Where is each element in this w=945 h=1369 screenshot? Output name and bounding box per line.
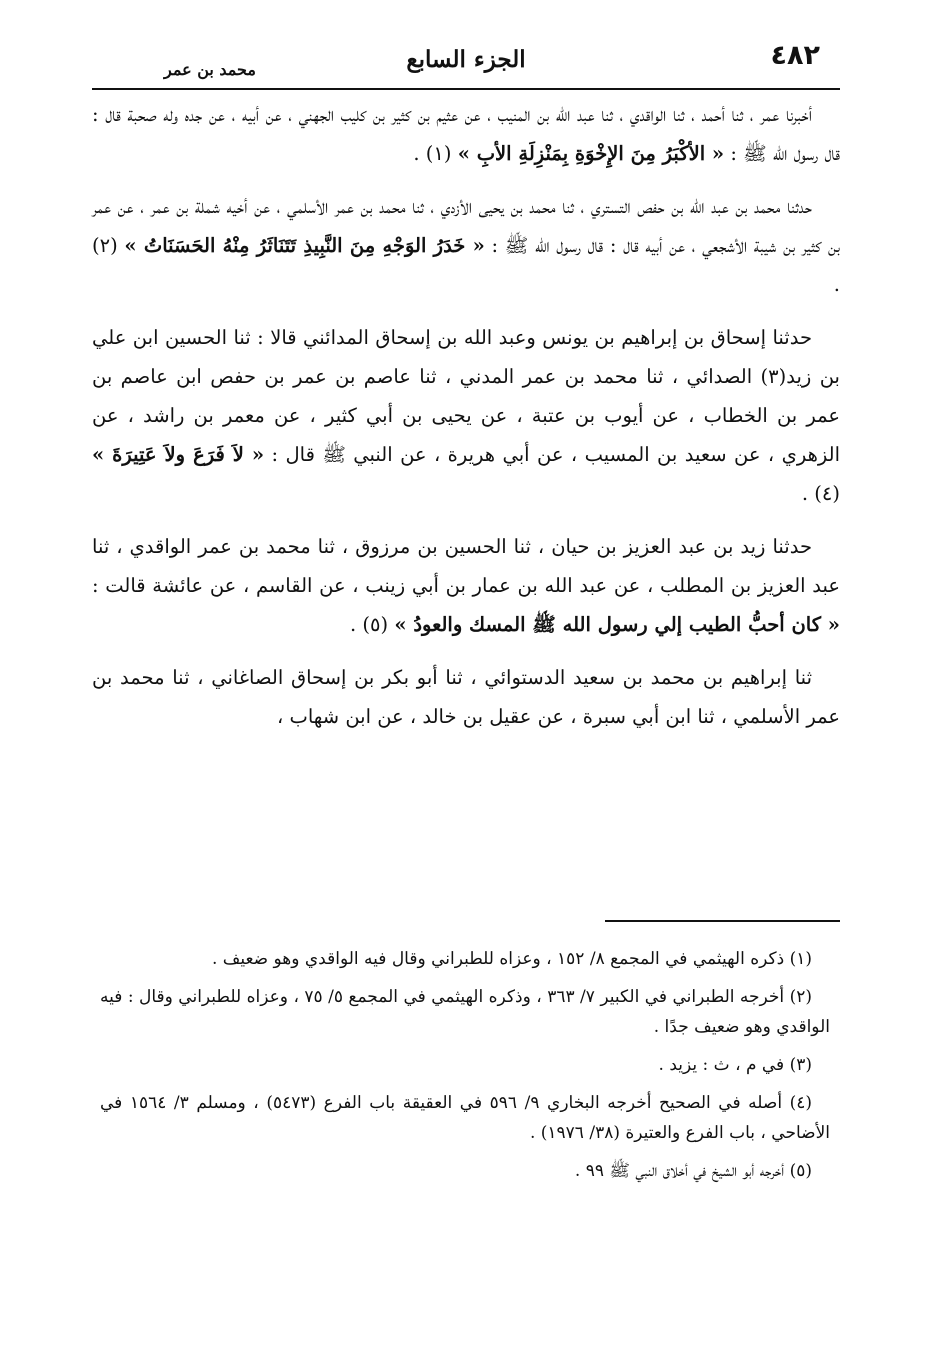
footnote-divider [605, 920, 840, 922]
hadith-paragraph [92, 658, 840, 736]
footnote: (٣) في م ، ث : يزيد . [658, 1055, 812, 1075]
hadith-matn: « خَدَرُ الوَجْهِ مِنَ النَّبِيذِ تَتَنَاثَرُ مِنْهُ الحَسَنَاتُ » [124, 234, 485, 257]
isnad-text: حدثنا محمد بن عبد الله بن حفص التستري ، ثنا محمد بن يحيى الأزدي ، ثنا محمد بن عمر الأسلمي ، عن أخيه شملة بن عمر ، عن عمر بن كثير بن شيبة الأشجعي ، عن أبيه قال : قال رسول الله ﷺ : [92, 195, 841, 257]
hadith-matn: « كان أحبُّ الطيب إلي رسول الله ﷺ المسك والعودُ » [394, 613, 840, 636]
hadith-paragraph [92, 527, 840, 644]
footnote-ref: (٥) . [350, 613, 389, 636]
footnote: (١) ذكره الهيثمي في المجمع ٨/ ١٥٢ ، وعزاه للطبراني وقال فيه الواقدي وهو ضعيف . [211, 949, 812, 969]
footnotes [100, 944, 830, 1194]
footnote-ref: (٢) . [92, 234, 840, 296]
footnote: (٤) أصله في الصحيح أخرجه البخاري ٩/ ٥٩٦ في العقيقة باب الفرع (٥٤٧٣) ، ومسلم ٣/ ١٥٦٤ في الأضاحي ، باب الفرع والعتيرة (٣٨/ ١٩٧٦) . [100, 1093, 830, 1143]
isnad-text: حدثنا إسحاق بن إبراهيم بن يونس وعبد الله بن إسحاق المدائني قالا : ثنا الحسين ابن علي بن زيد(٣) الصدائي ، ثنا محمد بن عمر المدني ، ثنا عاصم بن عمر بن حفص ابن عاصم بن عمر بن الخطاب ، عن أيوب بن عتبة ، عن يحيى بن أبي كثير ، عن معمر بن راشد ، عن الزهري ، عن سعيد بن المسيب ، عن أبي هريرة ، عن النبي ﷺ قال : [92, 326, 840, 466]
footnote-ref: (١) . [413, 142, 452, 165]
page-number: ٤٨٢ [770, 40, 820, 71]
isnad-text: أخبرنا عمر ، ثنا أحمد ، ثنا الواقدي ، ثنا عبد الله بن المنيب ، عن عثيم بن كثير بن كليب الجهني ، عن أبيه ، عن جده وله صحبة قال : قال رسول الله ﷺ : [92, 103, 840, 165]
hadith-paragraph [92, 95, 840, 173]
page-header [92, 38, 840, 90]
running-head: محمد بن عمر [164, 60, 256, 79]
footnote-ref: (٤) . [801, 482, 840, 505]
hadith-matn: « لاَ فَرَعَ ولاَ عَتِيرَةَ » [92, 443, 265, 466]
footnote: (٥) أخرجه أبو الشيخ في أخلاق النبي ﷺ ٩٩ . [574, 1161, 812, 1181]
isnad-text: ثنا إبراهيم بن محمد بن سعيد الدستوائي ، ثنا أبو بكر بن إسحاق الصاغاني ، ثنا محمد بن عمر الأسلمي ، ثنا ابن أبي سبرة ، عن عقيل بن خالد ، عن ابن شهاب ، [92, 666, 840, 728]
footnote: (٢) أخرجه الطبراني في الكبير ٧/ ٣٦٣ ، وذكره الهيثمي في المجمع ٥/ ٧٥ ، وعزاه للطبراني وقال : فيه الواقدي وهو ضعيف جدًا . [100, 987, 830, 1037]
hadith-matn: « الأكْبَرُ مِنَ الإِخْوَةِ بِمَنْزِلَةِ الأبِ » [457, 142, 725, 165]
isnad-text: حدثنا زيد بن عبد العزيز بن حيان ، ثنا الحسين بن مرزوق ، ثنا محمد بن عمر الواقدي ، ثنا عبد العزيز بن المطلب ، عن عبد الله بن عمار بن أبي زينب ، عن القاسم ، عن عائشة قالت : [92, 535, 840, 597]
hadith-paragraph [92, 318, 840, 513]
main-text [92, 95, 840, 750]
hadith-paragraph [92, 187, 840, 304]
volume-title: الجزء السابع [406, 46, 526, 73]
